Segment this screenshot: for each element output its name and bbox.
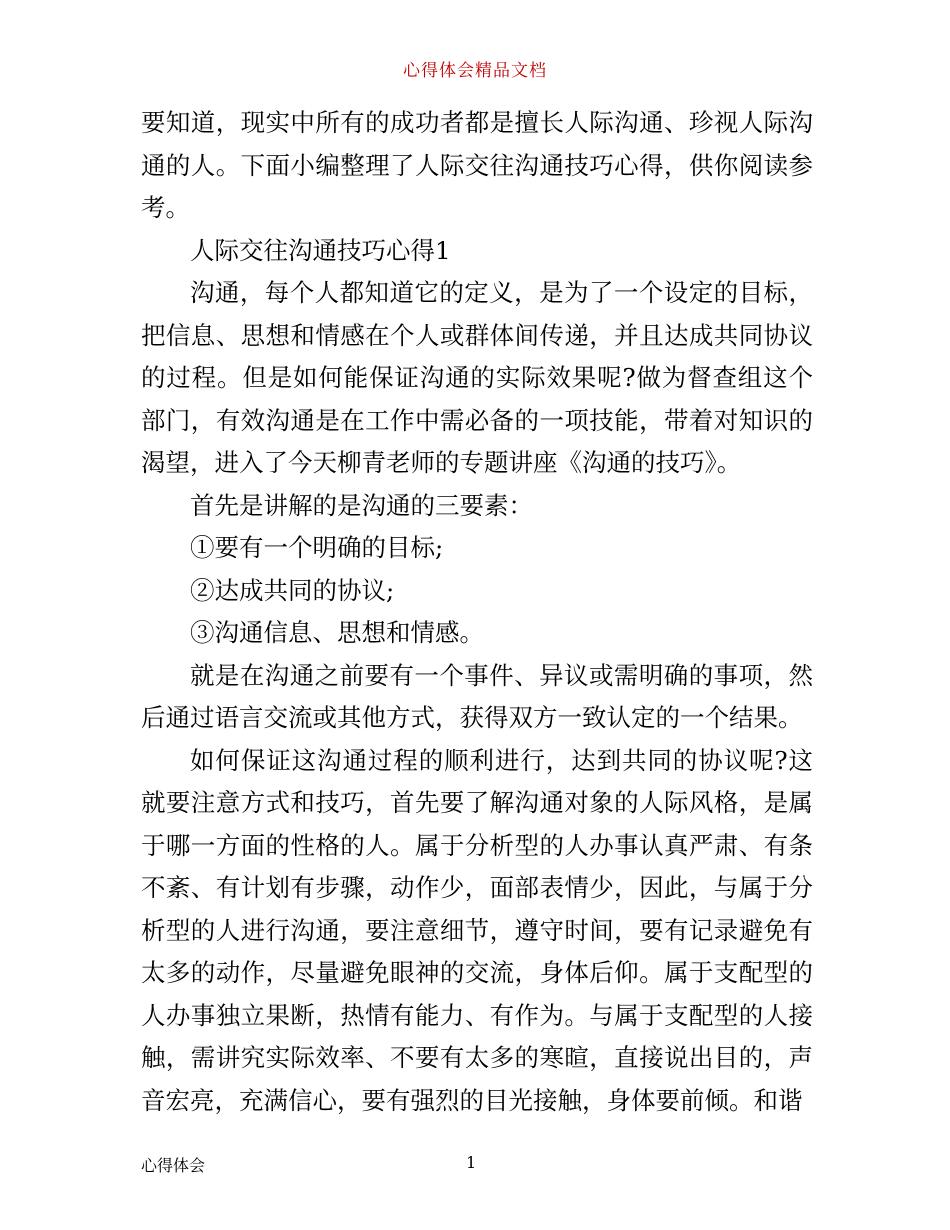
page-number: 1 — [466, 1153, 477, 1172]
section-heading: 人际交往沟通技巧心得1 — [190, 235, 451, 265]
document-body — [141, 102, 813, 1122]
paragraph: 如何保证这沟通过程的顺利进行，达到共同的协议呢?这就要注意方式和技巧，首先要了解沟通对象的人际风格，是属于哪一方面的性格的人。属于分析型的人办事认真严肃、有条不紊、有计划有步骤，动作少，面部表情少，因此，与属于分析型的人进行沟通，要注意细节，遵守时间，要有记录避免有太多的动作，尽量避免眼神的交流，身体后仰。属于支配型的人办事独立果断，热情有能力、有作为。与属于支配型的人接触，需讲究实际效率、不要有太多的寒暄，直接说出目的，声音宏亮，充满信心，要有强烈的目光接触，身体要前倾。和谐 — [141, 745, 813, 1115]
paragraph: 首先是讲解的是沟通的三要素： — [190, 490, 533, 520]
paragraph: 沟通，每个人都知道它的定义，是为了一个设定的目标，把信息、思想和情感在个人或群体间传递，并且达成共同协议的过程。但是如何能保证沟通的实际效果呢?做为督查组这个部门，有效沟通是在工作中需必备的一项技能，带着对知识的渴望，进入了今天柳青老师的专题讲座《沟通的技巧》。 — [141, 278, 813, 477]
list-item: ①要有一个明确的目标; — [190, 533, 444, 562]
page-header: 心得体会精品文档 — [403, 61, 547, 81]
list-item: ③沟通信息、思想和情感。 — [190, 618, 484, 647]
footer-label: 心得体会 — [141, 1156, 206, 1175]
list-item: ②达成共同的协议; — [190, 575, 395, 605]
paragraph: 就是在沟通之前要有一个事件、异议或需明确的事项，然后通过语言交流或其他方式，获得双方一致认定的一个结果。 — [141, 660, 813, 732]
paragraph-intro: 要知道，现实中所有的成功者都是擅长人际沟通、珍视人际沟通的人。下面小编整理了人际交往沟通技巧心得，供你阅读参考。 — [141, 108, 813, 222]
